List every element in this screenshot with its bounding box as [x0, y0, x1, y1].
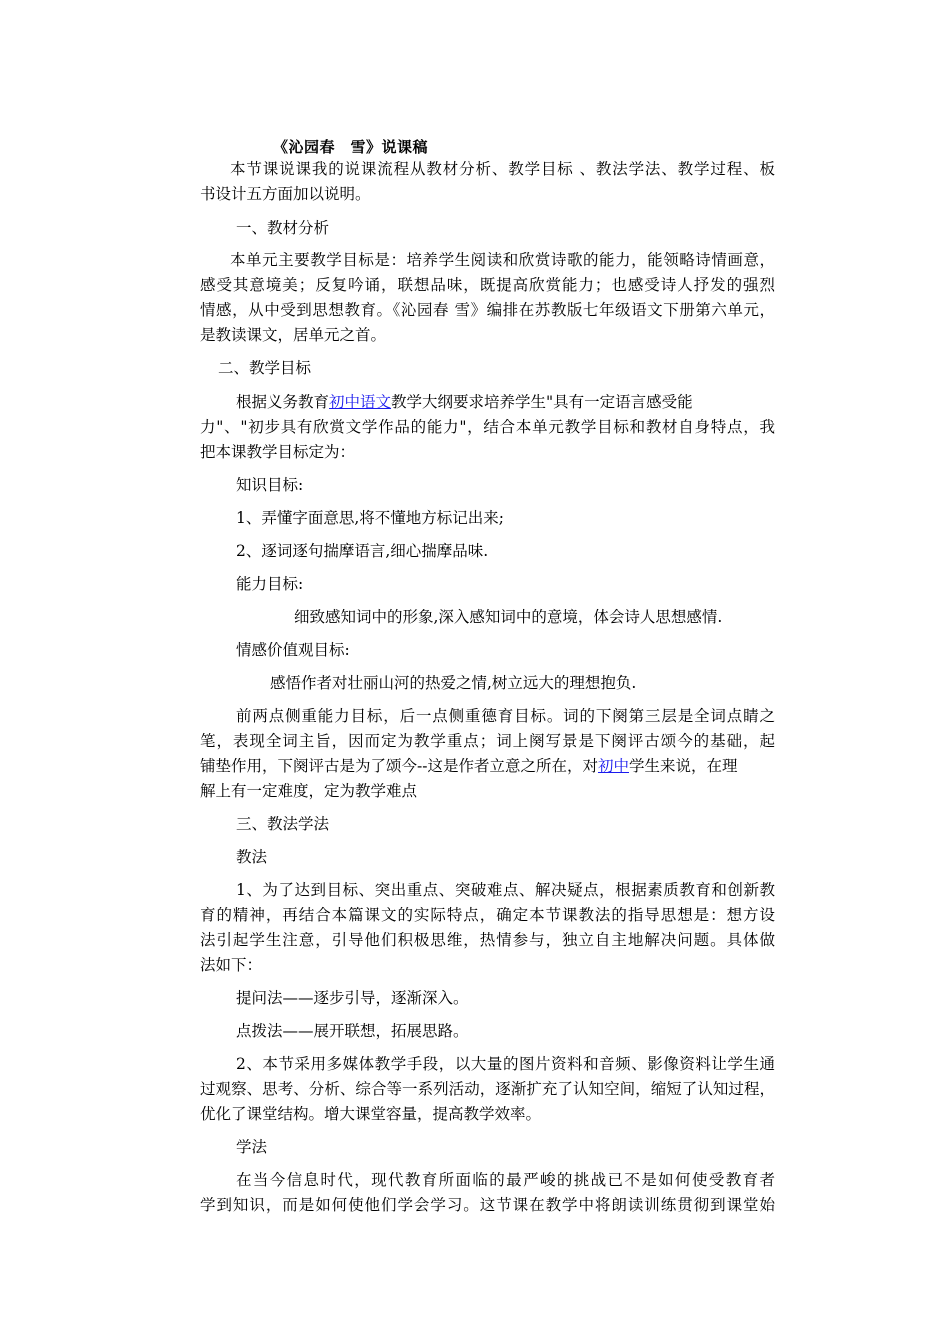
s1-line-2: 感受其意境美；反复吟诵，联想品味，既提高欣赏能力；也感受诗人抒发的强烈 [200, 276, 775, 294]
s2-line-1-pre: 根据义务教育 [236, 393, 330, 411]
emotion-text: 感悟作者对壮丽山河的热爱之情,树立远大的理想抱负. [270, 674, 637, 692]
method-1: 提问法——逐步引导，逐渐深入。 [236, 989, 469, 1007]
teach-1-line-2: 育的精神，再结合本篇课文的实际特点，确定本节课教法的指导思想是：想方设 [200, 906, 775, 924]
s1-line-3: 情感，从中受到思想教育。《沁园春 雪》编排在苏教版七年级语文下册第六单元， [200, 301, 775, 319]
link-chuzhong[interactable]: 初中 [597, 757, 629, 775]
focus-line-3-pre: 铺垫作用，下阕评古是为了颂今--这是作者立意之所在，对 [200, 757, 598, 775]
learn-line-1: 在当今信息时代，现代教育所面临的最严峻的挑战已不是如何使受教育者 [236, 1171, 775, 1189]
page-title: 《沁园春 雪》说课稿 [273, 138, 429, 156]
section-3-heading: 三、教法学法 [236, 815, 330, 833]
knowledge-item-2: 2、逐词逐句揣摩语言,细心揣摩品味. [236, 542, 489, 560]
focus-line-2: 笔，表现全词主旨，因而定为教学重点；词上阕写景是下阕评古颂今的基础，起 [200, 732, 775, 750]
link-chuzhong-yuwen[interactable]: 初中语文 [329, 393, 392, 411]
s1-line-4: 是教读课文，居单元之首。 [200, 326, 387, 344]
learn-heading: 学法 [236, 1138, 268, 1156]
teach-2-line-2: 过观察、思考、分析、综合等一系列活动，逐渐扩充了认知空间，缩短了认知过程， [200, 1080, 775, 1098]
ability-heading: 能力目标: [236, 575, 304, 593]
intro-line-1: 本节课说课我的说课流程从教材分析、教学目标 、教法学法、教学过程、板 [230, 160, 775, 178]
s2-line-3: 把本课教学目标定为： [200, 443, 356, 461]
emotion-heading: 情感价值观目标: [236, 641, 350, 659]
focus-line-4: 解上有一定难度，定为教学难点 [200, 782, 418, 800]
teach-1-line-4: 法如下： [200, 956, 263, 974]
focus-line-1: 前两点侧重能力目标，后一点侧重德育目标。词的下阕第三层是全词点睛之 [236, 707, 775, 725]
s2-line-1-post: 教学大纲要求培养学生"具有一定语言感受能 [391, 393, 693, 411]
intro-line-2: 书设计五方面加以说明。 [200, 185, 371, 203]
ability-text: 细致感知词中的形象,深入感知词中的意境，体会诗人思想感情. [294, 608, 723, 626]
teach-2-line-1: 2、本节采用多媒体教学手段，以大量的图片资料和音频、影像资料让学生通 [236, 1055, 775, 1073]
focus-line-3 [200, 756, 738, 776]
knowledge-item-1: 1、弄懂字面意思,将不懂地方标记出来; [236, 509, 505, 527]
learn-line-2: 学到知识，而是如何使他们学会学习。这节课在教学中将朗读训练贯彻到课堂始 [200, 1196, 775, 1214]
method-2: 点拨法——展开联想，拓展思路。 [236, 1022, 469, 1040]
s1-line-1: 本单元主要教学目标是：培养学生阅读和欣赏诗歌的能力，能领略诗情画意， [230, 251, 775, 269]
teach-heading: 教法 [236, 848, 268, 866]
section-1-heading: 一、教材分析 [236, 219, 330, 237]
s2-line-1 [236, 392, 693, 412]
teach-1-line-3: 法引起学生注意，引导他们积极思维，热情参与，独立自主地解决问题。具体做 [200, 931, 775, 949]
focus-line-3-post: 学生来说，在理 [629, 757, 738, 775]
teach-2-line-3: 优化了课堂结构。增大课堂容量，提高教学效率。 [200, 1105, 542, 1123]
section-2-heading: 二、教学目标 [218, 359, 312, 377]
knowledge-heading: 知识目标: [236, 476, 304, 494]
teach-1-line-1: 1、为了达到目标、突出重点、突破难点、解决疑点，根据素质教育和创新教 [236, 881, 775, 899]
s2-line-2: 力"、"初步具有欣赏文学作品的能力"，结合本单元教学目标和教材自身特点，我 [200, 418, 775, 436]
